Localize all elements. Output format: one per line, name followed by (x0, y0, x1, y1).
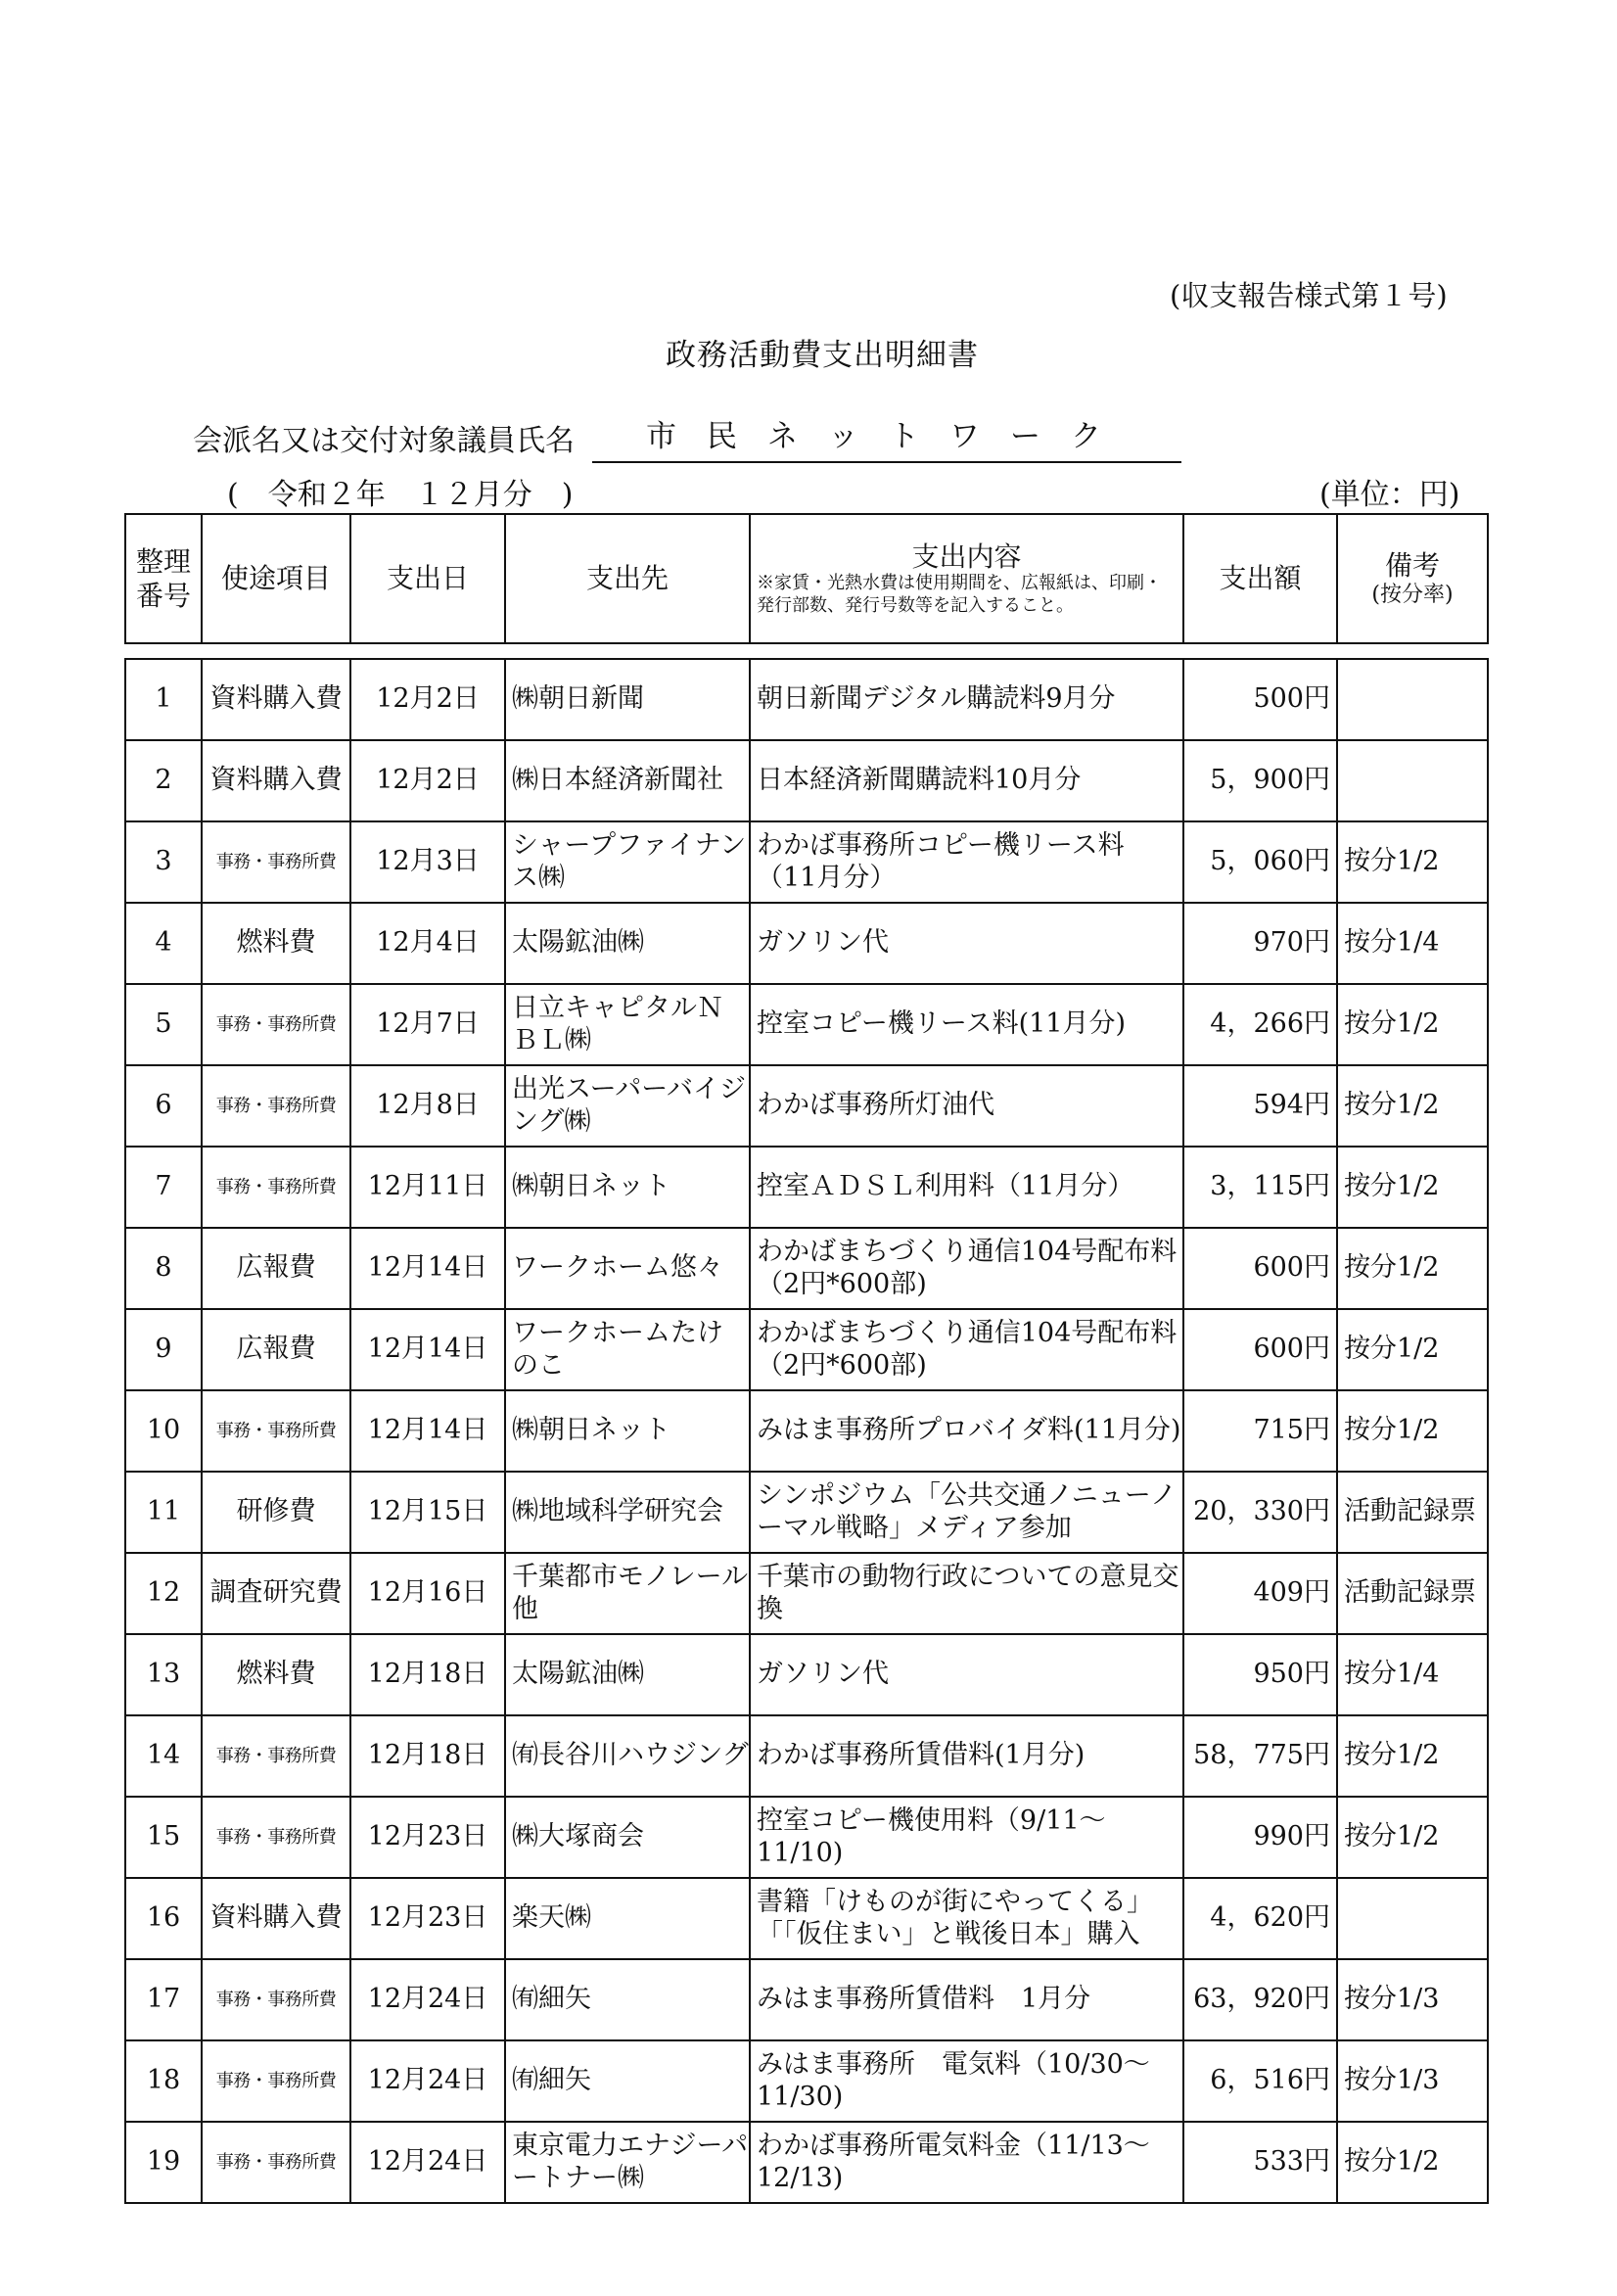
row-amount: 4，266円 (1183, 984, 1337, 1065)
table-row (125, 1878, 1488, 1959)
row-payee: ㈱朝日新聞 (505, 659, 750, 740)
row-remark: 按分1/2 (1337, 1797, 1488, 1878)
header-remark (1337, 514, 1488, 643)
row-item: 事務・事務所費 (202, 1715, 350, 1797)
header-content-note: ※家賃・光熱水費は使用期間を、広報紙は、印刷・発行部数、発行号数等を記入すること。 (757, 573, 1162, 616)
row-number: 16 (125, 1878, 202, 1959)
row-date: 12月16日 (350, 1553, 505, 1634)
row-date: 12月7日 (350, 984, 505, 1065)
row-date: 12月24日 (350, 2040, 505, 2122)
row-payee: ㈲細矢 (505, 2040, 750, 2122)
row-number: 1 (125, 659, 202, 740)
row-remark: 按分1/3 (1337, 1959, 1488, 2040)
table-row (125, 821, 1488, 903)
row-content: みはま事務所プロバイダ料(11月分) (750, 1390, 1183, 1472)
row-amount: 5，900円 (1183, 740, 1337, 821)
row-remark: 按分1/2 (1337, 1065, 1488, 1147)
row-item: 燃料費 (202, 903, 350, 984)
row-remark: 按分1/2 (1337, 1228, 1488, 1309)
row-number: 15 (125, 1797, 202, 1878)
row-remark: 按分1/2 (1337, 2122, 1488, 2203)
row-content: みはま事務所 電気料（10/30～11/30) (750, 2040, 1183, 2122)
table-row (125, 1147, 1488, 1228)
row-payee: 楽天㈱ (505, 1878, 750, 1959)
row-amount: 5，060円 (1183, 821, 1337, 903)
row-number: 4 (125, 903, 202, 984)
row-payee: ㈲長谷川ハウジング (505, 1715, 750, 1797)
row-item: 研修費 (202, 1472, 350, 1553)
table-row (125, 1634, 1488, 1715)
row-content: わかば事務所電気料金（11/13～12/13) (750, 2122, 1183, 2203)
row-item: 事務・事務所費 (202, 1797, 350, 1878)
row-number: 17 (125, 1959, 202, 2040)
row-amount: 6，516円 (1183, 2040, 1337, 2122)
row-item: 事務・事務所費 (202, 1390, 350, 1472)
table-row (125, 1228, 1488, 1309)
row-remark: 活動記録票 (1337, 1553, 1488, 1634)
row-number: 19 (125, 2122, 202, 2203)
row-item: 資料購入費 (202, 659, 350, 740)
row-content: 書籍「けものが街にやってくる」「「仮住まい」と戦後日本」購入 (750, 1878, 1183, 1959)
row-date: 12月14日 (350, 1309, 505, 1390)
row-number: 9 (125, 1309, 202, 1390)
table-row (125, 1472, 1488, 1553)
row-date: 12月24日 (350, 2122, 505, 2203)
row-payee: ㈱地域科学研究会 (505, 1472, 750, 1553)
row-item: 事務・事務所費 (202, 984, 350, 1065)
row-payee: 出光スーパーバイジング㈱ (505, 1065, 750, 1147)
name-value: 市 民 ネ ッ ト ワ ー ク (592, 411, 1181, 463)
row-amount: 950円 (1183, 1634, 1337, 1715)
row-item: 広報費 (202, 1228, 350, 1309)
header-gap-cell (125, 643, 1488, 659)
row-remark: 按分1/2 (1337, 1390, 1488, 1472)
row-item: 広報費 (202, 1309, 350, 1390)
row-item: 資料購入費 (202, 1878, 350, 1959)
header-content-label: 支出内容 (911, 539, 1022, 573)
table-row (125, 659, 1488, 740)
table-row (125, 2040, 1488, 2122)
row-date: 12月11日 (350, 1147, 505, 1228)
row-number: 5 (125, 984, 202, 1065)
document-title: 政務活動費支出明細書 (666, 338, 979, 373)
header-payee: 支出先 (505, 514, 750, 643)
row-date: 12月15日 (350, 1472, 505, 1553)
row-number: 10 (125, 1390, 202, 1472)
row-item: 事務・事務所費 (202, 2040, 350, 2122)
row-item: 調査研究費 (202, 1553, 350, 1634)
row-amount: 20，330円 (1183, 1472, 1337, 1553)
row-content: わかばまちづくり通信104号配布料（2円*600部) (750, 1309, 1183, 1390)
row-amount: 600円 (1183, 1228, 1337, 1309)
row-payee: ㈱大塚商会 (505, 1797, 750, 1878)
table-row (125, 1309, 1488, 1390)
row-number: 8 (125, 1228, 202, 1309)
row-payee: シャープファイナンス㈱ (505, 821, 750, 903)
row-payee: 千葉都市モノレール他 (505, 1553, 750, 1634)
expense-table (124, 513, 1489, 2204)
row-payee: ㈲細矢 (505, 1959, 750, 2040)
row-number: 13 (125, 1634, 202, 1715)
row-content: わかば事務所灯油代 (750, 1065, 1183, 1147)
row-item: 事務・事務所費 (202, 1065, 350, 1147)
row-remark: 按分1/2 (1337, 1309, 1488, 1390)
row-date: 12月24日 (350, 1959, 505, 2040)
header-date: 支出日 (350, 514, 505, 643)
row-payee: ㈱日本経済新聞社 (505, 740, 750, 821)
row-date: 12月23日 (350, 1797, 505, 1878)
row-date: 12月2日 (350, 659, 505, 740)
row-content: シンポジウム「公共交通ノニューノーマル戦略」メディア参加 (750, 1472, 1183, 1553)
row-date: 12月4日 (350, 903, 505, 984)
table-row (125, 903, 1488, 984)
row-content: ガソリン代 (750, 1634, 1183, 1715)
row-content: ガソリン代 (750, 903, 1183, 984)
row-amount: 3，115円 (1183, 1147, 1337, 1228)
row-amount: 715円 (1183, 1390, 1337, 1472)
header-remark-sub: (按分率) (1371, 582, 1454, 607)
row-payee: ㈱朝日ネット (505, 1147, 750, 1228)
row-remark: 按分1/2 (1337, 984, 1488, 1065)
row-amount: 409円 (1183, 1553, 1337, 1634)
row-content: 控室ＡＤＳＬ利用料（11月分） (750, 1147, 1183, 1228)
header-item: 使途項目 (202, 514, 350, 643)
row-amount: 63，920円 (1183, 1959, 1337, 2040)
row-amount: 594円 (1183, 1065, 1337, 1147)
row-number: 2 (125, 740, 202, 821)
row-amount: 533円 (1183, 2122, 1337, 2203)
unit-label: (単位：円) (1319, 478, 1460, 512)
row-payee: 東京電力エナジーパートナー㈱ (505, 2122, 750, 2203)
row-amount: 4，620円 (1183, 1878, 1337, 1959)
row-item: 事務・事務所費 (202, 1959, 350, 2040)
table-row (125, 1553, 1488, 1634)
row-date: 12月2日 (350, 740, 505, 821)
row-date: 12月18日 (350, 1715, 505, 1797)
name-label: 会派名又は交付対象議員氏名 (193, 424, 575, 458)
row-content: 千葉市の動物行政についての意見交換 (750, 1553, 1183, 1634)
row-remark: 按分1/3 (1337, 2040, 1488, 2122)
row-remark: 按分1/2 (1337, 1715, 1488, 1797)
row-content: 朝日新聞デジタル購読料9月分 (750, 659, 1183, 740)
row-remark (1337, 659, 1488, 740)
row-date: 12月18日 (350, 1634, 505, 1715)
row-payee: 太陽鉱油㈱ (505, 903, 750, 984)
row-payee: ワークホームたけのこ (505, 1309, 750, 1390)
row-remark (1337, 1878, 1488, 1959)
row-payee: 太陽鉱油㈱ (505, 1634, 750, 1715)
row-payee: 日立キャピタルＮＢＬ㈱ (505, 984, 750, 1065)
row-content: わかば事務所コピー機リース料（11月分） (750, 821, 1183, 903)
row-date: 12月3日 (350, 821, 505, 903)
header-content (750, 514, 1183, 643)
row-remark: 按分1/2 (1337, 821, 1488, 903)
row-date: 12月8日 (350, 1065, 505, 1147)
header-row (125, 514, 1488, 643)
row-item: 資料購入費 (202, 740, 350, 821)
row-amount: 58，775円 (1183, 1715, 1337, 1797)
row-number: 3 (125, 821, 202, 903)
table-row (125, 2122, 1488, 2203)
row-content: 日本経済新聞購読料10月分 (750, 740, 1183, 821)
row-number: 18 (125, 2040, 202, 2122)
table-row (125, 1065, 1488, 1147)
row-item: 燃料費 (202, 1634, 350, 1715)
row-content: 控室コピー機リース料(11月分) (750, 984, 1183, 1065)
row-amount: 500円 (1183, 659, 1337, 740)
row-number: 7 (125, 1147, 202, 1228)
header-gap (125, 643, 1488, 659)
row-item: 事務・事務所費 (202, 821, 350, 903)
row-amount: 970円 (1183, 903, 1337, 984)
row-item: 事務・事務所費 (202, 2122, 350, 2203)
row-date: 12月14日 (350, 1390, 505, 1472)
row-content: みはま事務所賃借料 1月分 (750, 1959, 1183, 2040)
row-date: 12月14日 (350, 1228, 505, 1309)
row-remark: 活動記録票 (1337, 1472, 1488, 1553)
row-payee: ワークホーム悠々 (505, 1228, 750, 1309)
row-number: 6 (125, 1065, 202, 1147)
row-remark: 按分1/4 (1337, 1634, 1488, 1715)
header-number: 整理番号 (125, 514, 202, 643)
row-amount: 990円 (1183, 1797, 1337, 1878)
table-row (125, 1797, 1488, 1878)
header-remark-label: 備考 (1384, 549, 1440, 582)
header-amount: 支出額 (1183, 514, 1337, 643)
row-date: 12月23日 (350, 1878, 505, 1959)
row-content: わかば事務所賃借料(1月分) (750, 1715, 1183, 1797)
form-number: (収支報告様式第１号) (1170, 279, 1448, 312)
table-row (125, 740, 1488, 821)
table-row (125, 1959, 1488, 2040)
row-payee: ㈱朝日ネット (505, 1390, 750, 1472)
table-row (125, 1390, 1488, 1472)
row-number: 11 (125, 1472, 202, 1553)
row-amount: 600円 (1183, 1309, 1337, 1390)
row-number: 12 (125, 1553, 202, 1634)
table-row (125, 984, 1488, 1065)
row-remark (1337, 740, 1488, 821)
table-row (125, 1715, 1488, 1797)
row-content: 控室コピー機使用料（9/11～11/10) (750, 1797, 1183, 1878)
row-remark: 按分1/2 (1337, 1147, 1488, 1228)
row-content: わかばまちづくり通信104号配布料（2円*600部) (750, 1228, 1183, 1309)
row-item: 事務・事務所費 (202, 1147, 350, 1228)
period: ( 令和２年 １２月分 ) (227, 478, 574, 512)
row-number: 14 (125, 1715, 202, 1797)
row-remark: 按分1/4 (1337, 903, 1488, 984)
